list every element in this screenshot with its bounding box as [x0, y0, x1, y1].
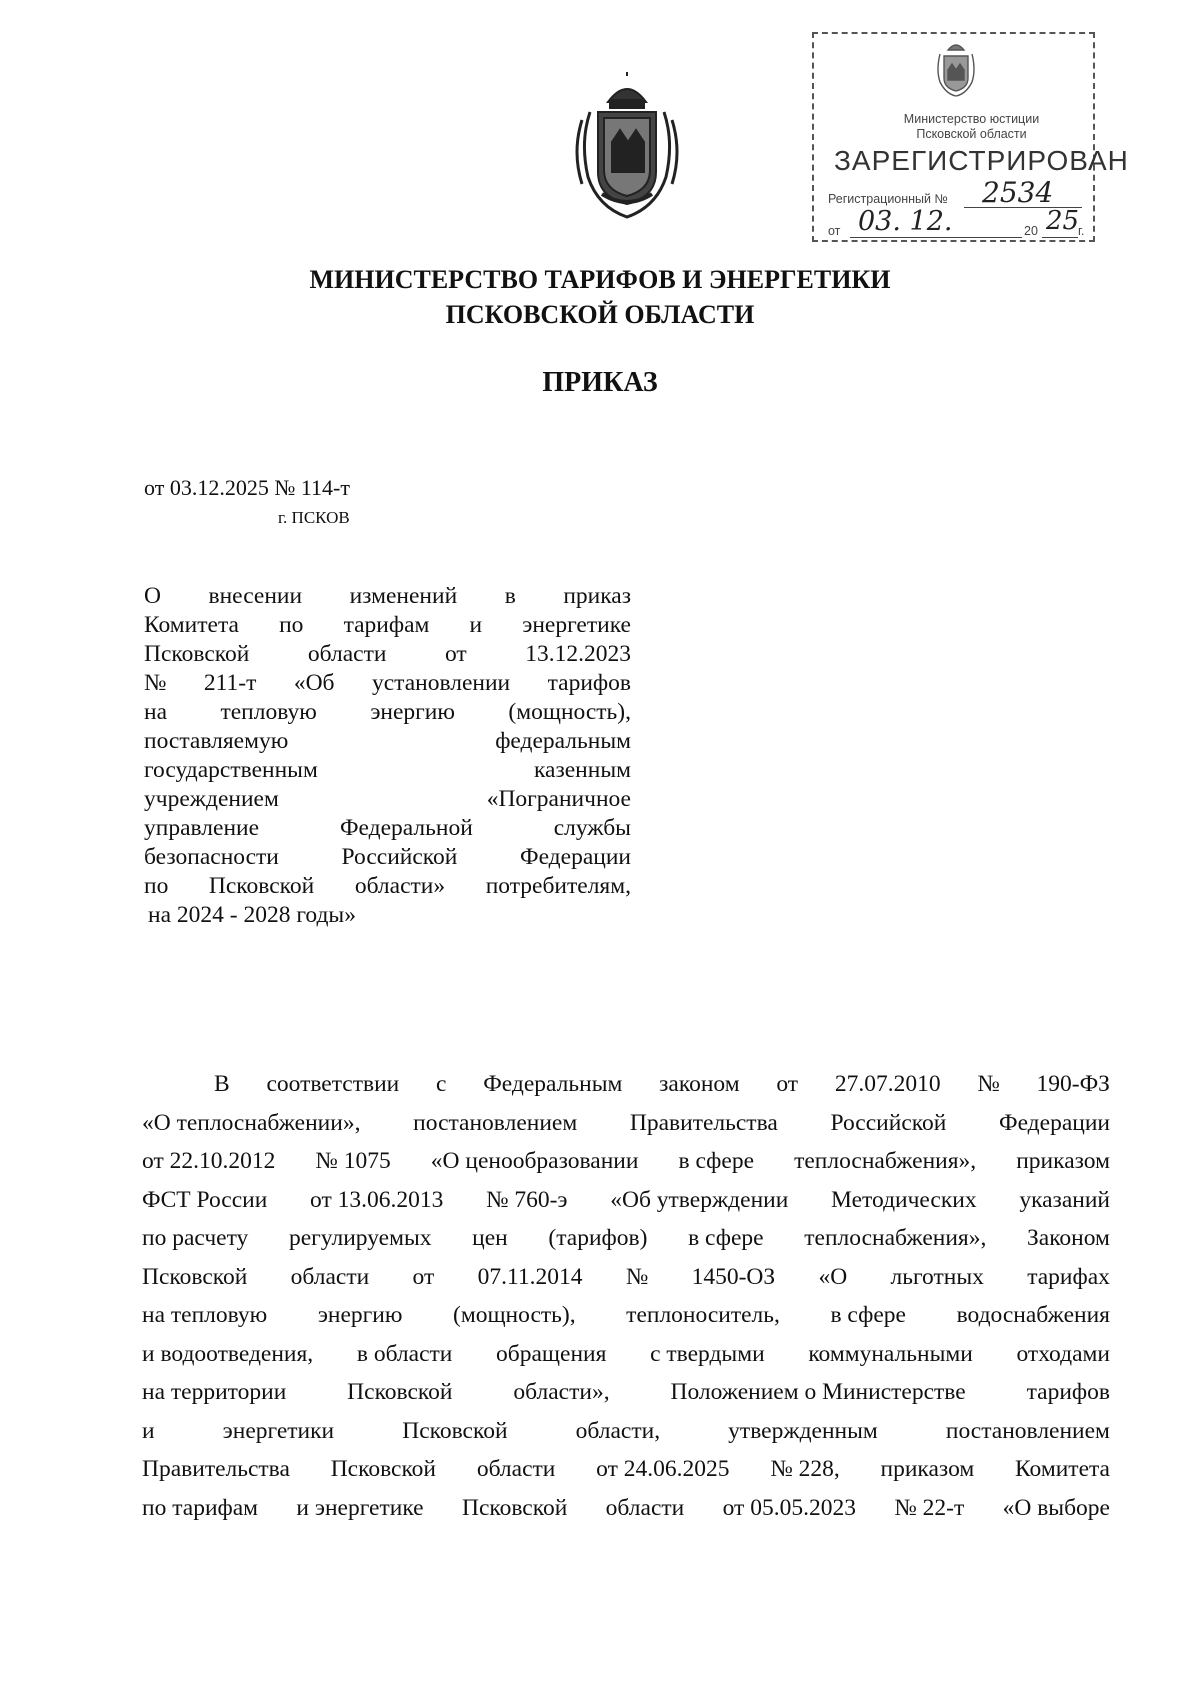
body-word: приказом	[1016, 1148, 1110, 1174]
subject-word: «Пограничное	[486, 786, 631, 812]
body-word: водоснабжения	[956, 1302, 1110, 1328]
subject-line	[144, 901, 631, 930]
body-word: законом	[659, 1071, 740, 1097]
body-word: теплоноситель,	[626, 1302, 780, 1328]
stamp-year-suffix: г.	[1078, 224, 1085, 238]
body-line	[142, 1142, 1110, 1181]
body-word: постановлением	[413, 1109, 578, 1136]
subject-line	[144, 582, 631, 611]
body-word: от 13.06.2013	[310, 1186, 444, 1213]
subject-word: службы	[553, 815, 631, 841]
subject-line	[144, 872, 631, 901]
subject-word: государственным	[144, 757, 318, 783]
subject-word: Псковской	[208, 873, 315, 899]
subject-word: области	[307, 641, 387, 667]
body-word: по расчету	[142, 1225, 249, 1251]
body-line	[142, 1335, 1110, 1374]
body-word: области,	[575, 1417, 661, 1444]
subject-word: тарифам	[343, 612, 430, 638]
body-word: №	[625, 1263, 649, 1290]
body-word: с твердыми	[650, 1340, 765, 1367]
body-word: Псковской	[142, 1263, 248, 1290]
body-line	[142, 1219, 1110, 1258]
body-word: № 22-т	[894, 1494, 965, 1521]
body-word: Псковской	[402, 1417, 508, 1444]
registration-stamp	[812, 32, 1129, 242]
subject-word: безопасности	[144, 844, 279, 870]
body-word: № 228,	[770, 1456, 840, 1482]
body-line	[142, 1181, 1110, 1220]
subject-word: и	[469, 612, 483, 638]
body-word: 1450-ОЗ	[691, 1263, 776, 1290]
body-word: 27.07.2010	[834, 1071, 941, 1097]
body-word: Федеральным	[483, 1071, 623, 1097]
coat-of-arms-icon	[568, 72, 686, 220]
subject-line	[144, 698, 631, 727]
body-word: Псковской	[347, 1379, 453, 1405]
body-word: № 1075	[315, 1148, 391, 1174]
body-word: области	[290, 1263, 370, 1290]
body-word: и водоотведения,	[142, 1340, 314, 1367]
subject-word: в	[504, 583, 516, 609]
body-word: постановлением	[945, 1417, 1110, 1444]
subject-word: Федерации	[520, 844, 631, 870]
body-word: от	[412, 1263, 435, 1290]
subject-word: учреждением	[144, 786, 279, 812]
subject-word: (мощность),	[508, 699, 631, 725]
subject-word: поставляемую	[144, 728, 289, 754]
document-date-number: от 03.12.2025 № 114-т	[144, 475, 350, 500]
subject-word: «Об	[293, 670, 335, 696]
body-line	[142, 1373, 1110, 1412]
document-type: ПРИКАЗ	[542, 367, 658, 398]
body-word: с	[436, 1071, 447, 1097]
body-word: Правительства	[629, 1109, 778, 1136]
subject-word: Псковской	[144, 641, 250, 667]
stamp-year-underline	[1042, 237, 1078, 238]
body-word: цен	[472, 1225, 508, 1251]
subject-word: тепловую	[220, 699, 317, 725]
body-word: В	[214, 1071, 230, 1097]
body-word: обращения	[496, 1340, 607, 1367]
body-word: Федерации	[999, 1109, 1110, 1136]
body-word: Методических	[831, 1186, 977, 1213]
subject-word: на	[144, 699, 168, 725]
body-line	[142, 1258, 1110, 1297]
body-word: утвержденным	[728, 1417, 878, 1444]
subject-word: по	[144, 873, 169, 899]
body-word: Псковской	[461, 1494, 568, 1521]
body-word: на тепловую	[142, 1302, 268, 1328]
subject-word: Федеральной	[339, 815, 473, 841]
body-word: (тарифов)	[548, 1225, 648, 1251]
body-word: приказом	[880, 1456, 975, 1482]
body-word: теплоснабжения»,	[804, 1225, 987, 1251]
body-word: от 24.06.2025	[596, 1456, 730, 1482]
subject-word: 211-т	[203, 670, 257, 696]
subject-word: по	[279, 612, 304, 638]
body-word: от 05.05.2023	[722, 1494, 856, 1521]
body-word: ФСТ России	[142, 1186, 268, 1213]
body-line	[142, 1450, 1110, 1489]
subject-line	[144, 727, 631, 756]
stamp-emblem-icon	[932, 38, 980, 98]
subject-word: области»	[354, 873, 446, 899]
body-line	[142, 1489, 1110, 1528]
body-word: от	[776, 1071, 799, 1097]
stamp-year-value: 25	[1046, 206, 1080, 236]
subject-word: управление	[144, 815, 260, 841]
org-title-line1: МИНИСТЕРСТВО ТАРИФОВ И ЭНЕРГЕТИКИ	[309, 265, 891, 294]
body-word: в области	[356, 1340, 453, 1367]
body-word: льготных	[890, 1263, 984, 1290]
body-word: Псковской	[330, 1456, 437, 1482]
body-word: и	[142, 1417, 155, 1444]
subject-word: приказ	[563, 583, 631, 609]
body-word: отходами	[1016, 1340, 1110, 1367]
subject-word: №	[144, 670, 167, 696]
body-word: области	[605, 1494, 685, 1521]
body-word: регулируемых	[288, 1225, 432, 1251]
stamp-status: ЗАРЕГИСТРИРОВАН	[834, 145, 1129, 176]
subject-line	[144, 843, 631, 872]
subject-word: энергетике	[522, 612, 631, 638]
body-word: области»,	[513, 1379, 610, 1405]
document-city: г. ПСКОВ	[278, 508, 350, 527]
body-word: соответствии	[266, 1071, 400, 1097]
stamp-ministry-line: Псковской области	[916, 127, 1027, 141]
body-word: от 22.10.2012	[142, 1148, 276, 1174]
subject-word: внесении	[208, 583, 303, 609]
body-word: теплоснабжения»,	[794, 1148, 977, 1174]
subject-line	[144, 756, 631, 785]
stamp-number-value: 2534	[982, 176, 1054, 209]
body-word: № 760-э	[486, 1186, 568, 1213]
body-word: указаний	[1019, 1186, 1110, 1213]
subject-word: потребителям,	[485, 873, 631, 899]
stamp-number-label: Регистрационный №	[828, 192, 948, 206]
stamp-date-value: 03. 12.	[858, 206, 953, 237]
stamp-date-underline	[850, 237, 1022, 238]
body-word: Российской	[830, 1109, 947, 1136]
body-word: коммунальными	[808, 1340, 973, 1367]
stamp-ministry-line: Министерство юстиции	[903, 112, 1040, 126]
body-word: «Об утверждении	[610, 1186, 789, 1213]
body-word: «О выборе	[1002, 1494, 1110, 1521]
body-word: в сфере	[830, 1302, 906, 1328]
body-line	[142, 1296, 1110, 1335]
body-word: энергетики	[222, 1417, 335, 1444]
subject-word: федеральным	[495, 728, 631, 754]
body-word: «О	[818, 1263, 848, 1290]
body-word: энергию	[317, 1302, 403, 1328]
subject-line	[144, 640, 631, 669]
body-word: в сфере	[688, 1225, 764, 1251]
body-line	[142, 1104, 1110, 1143]
subject-word: Российской	[341, 844, 458, 870]
body-word: области	[476, 1456, 556, 1482]
body-word: 07.11.2014	[477, 1263, 583, 1290]
document-subject	[144, 582, 631, 930]
subject-word: на 2024 - 2028 годы»	[148, 902, 356, 928]
body-word: Правительства	[142, 1456, 290, 1482]
subject-word: изменений	[349, 583, 458, 609]
subject-line	[144, 611, 631, 640]
subject-word: установлении	[371, 670, 511, 696]
subject-line	[144, 785, 631, 814]
body-word: Комитета	[1015, 1456, 1110, 1482]
stamp-year-prefix: 20	[1024, 224, 1038, 238]
body-word: по тарифам	[142, 1494, 259, 1521]
body-word: «О теплоснабжении»,	[142, 1109, 361, 1136]
body-word: тарифах	[1027, 1263, 1110, 1290]
subject-line	[144, 669, 631, 698]
body-line	[142, 1412, 1110, 1451]
org-title-line2: ПСКОВСКОЙ ОБЛАСТИ	[445, 300, 755, 329]
body-word: в сфере	[678, 1148, 755, 1174]
body-word: (мощность),	[453, 1302, 576, 1328]
subject-word: энергию	[370, 699, 455, 725]
subject-word: Комитета	[144, 612, 239, 638]
subject-line	[144, 814, 631, 843]
body-word: на территории	[142, 1379, 287, 1405]
body-word: и энергетике	[296, 1494, 424, 1521]
subject-word: О	[144, 583, 161, 609]
body-line	[142, 1065, 1110, 1104]
document-body	[142, 1065, 1110, 1527]
subject-word: от	[444, 641, 467, 667]
subject-word: 13.12.2023	[525, 641, 631, 667]
body-word: «О ценообразовании	[430, 1148, 639, 1174]
body-word: тарифов	[1026, 1379, 1110, 1405]
body-word: 190-ФЗ	[1036, 1071, 1110, 1097]
body-word: Законом	[1026, 1225, 1110, 1251]
body-word: №	[977, 1071, 1000, 1097]
subject-word: казенным	[533, 757, 631, 783]
stamp-date-prefix: от	[828, 224, 841, 238]
body-word: Положением о Министерстве	[670, 1379, 966, 1405]
stamp-ministry	[854, 112, 1089, 142]
subject-word: тарифов	[547, 670, 631, 696]
